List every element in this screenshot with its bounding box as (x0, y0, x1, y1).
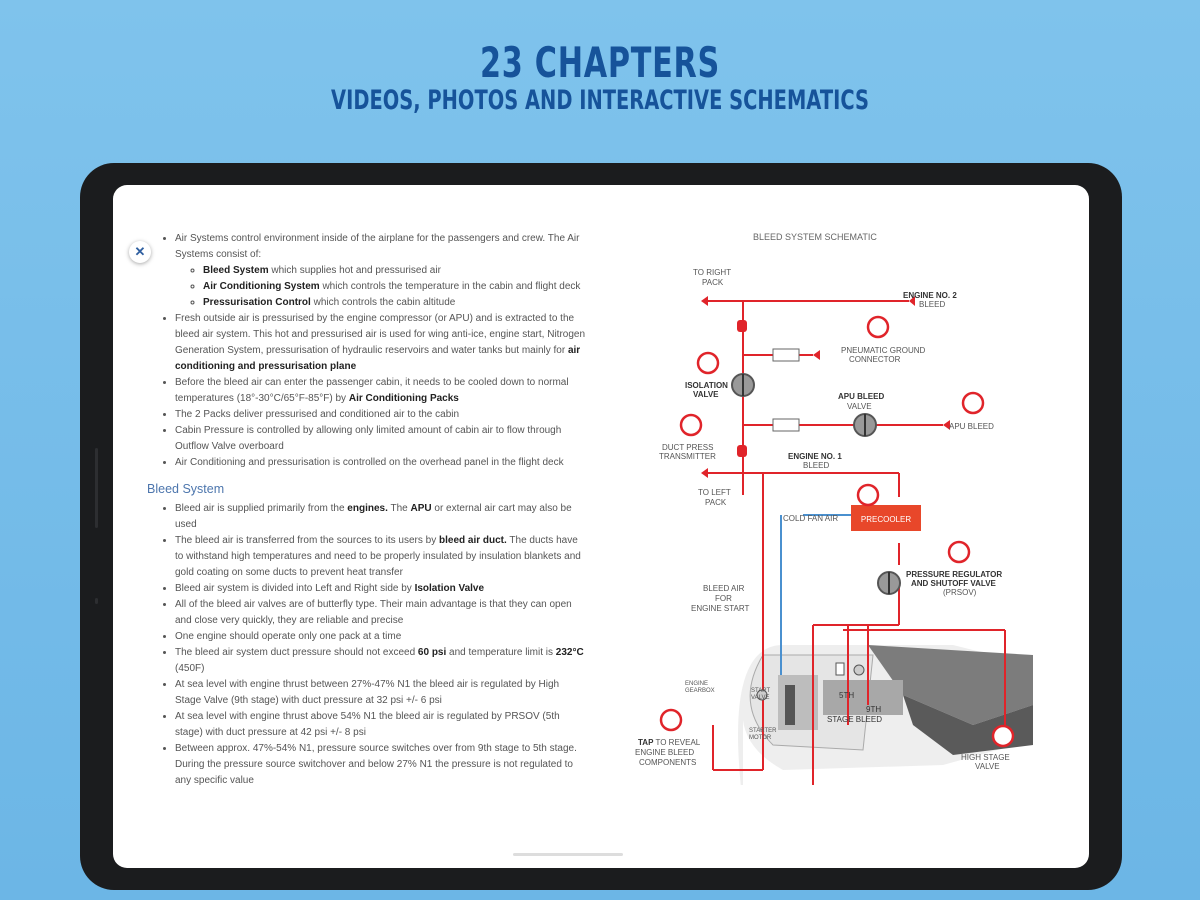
tablet-side-button (95, 448, 98, 528)
note-text: The (387, 503, 411, 514)
svg-text:BLEED: BLEED (803, 461, 830, 470)
note-text: One engine should operate only one pack at a time (175, 631, 402, 642)
tablet-screen (113, 185, 1089, 868)
svg-text:TAP TO REVEAL: TAP TO REVEAL (638, 738, 701, 747)
note-item (175, 501, 588, 533)
svg-text:APU BLEED: APU BLEED (838, 392, 885, 401)
svg-text:COMPONENTS: COMPONENTS (639, 758, 697, 767)
svg-text:ENGINE START: ENGINE START (691, 604, 750, 613)
note-item (175, 423, 588, 455)
hotspot-isolation[interactable] (698, 353, 718, 373)
note-text: The bleed air is transferred from the sources to its users by (175, 535, 439, 546)
svg-text:TRANSMITTER: TRANSMITTER (659, 452, 716, 461)
scroll-indicator (513, 853, 623, 856)
note-text: Bleed air system is divided into Left and Right side by (175, 583, 415, 594)
note-item (175, 677, 588, 709)
note-item (175, 709, 588, 741)
svg-text:CONNECTOR: CONNECTOR (849, 355, 901, 364)
note-item (175, 533, 588, 581)
note-text: 60 psi (417, 647, 447, 658)
note-text: At sea level with engine thrust between 27%-47% N1 the bleed air is regulated by High Stage Valve (9th stage) with duct pressure at 32 psi +/- 6 psi (175, 679, 560, 706)
svg-text:5TH: 5TH (839, 691, 855, 700)
svg-text:VALVE: VALVE (751, 695, 770, 701)
close-button[interactable] (129, 241, 151, 263)
hotspot-high-stage[interactable] (993, 726, 1013, 746)
note-item (175, 375, 588, 407)
svg-text:VALVE: VALVE (847, 402, 872, 411)
note-text: The 2 Packs deliver pressurised and conditioned air to the cabin (175, 409, 460, 420)
svg-text:START: START (751, 688, 771, 694)
svg-text:HIGH STAGE: HIGH STAGE (961, 753, 1010, 762)
note-text: Pressurisation Control (203, 297, 311, 308)
note-text: Isolation Valve (414, 583, 485, 594)
note-item (175, 645, 588, 677)
svg-text:PNEUMATIC GROUND: PNEUMATIC GROUND (841, 346, 926, 355)
tablet-frame (80, 163, 1122, 890)
svg-text:ENGINE NO. 1: ENGINE NO. 1 (788, 452, 842, 461)
note-text: Fresh outside air is pressurised by the engine compressor (or APU) and is extracted to the bleed air system. This hot and pressurised air is used for wing anti-ice, engine start, Nitrogen Generation System, pressurisation of hydraulic reservoirs and water tanks but mainly for (175, 313, 586, 356)
svg-text:VALVE: VALVE (975, 762, 1000, 771)
note-text: Bleed System (203, 265, 269, 276)
note-text: Between approx. 47%-54% N1, pressure source switches over from 9th stage to 5th stage. During the pressure source switchover and below 27% N1 the pressure is not regulated to any specific value (175, 743, 577, 786)
hotspot-duct-press[interactable] (681, 415, 701, 435)
svg-text:AND SHUTOFF VALVE: AND SHUTOFF VALVE (911, 579, 996, 588)
note-text: (450F) (175, 663, 205, 674)
note-text: Cabin Pressure is controlled by allowing only limited amount of cabin air to flow through Outflow Valve overboard (175, 425, 562, 452)
svg-text:ENGINE BLEED: ENGINE BLEED (635, 748, 695, 757)
note-text: which controls the cabin altitude (310, 297, 456, 308)
note-item (203, 295, 588, 311)
precooler-label: PRECOOLER (860, 515, 912, 524)
hotspot-prsov[interactable] (949, 542, 969, 562)
bleed-schematic[interactable] (613, 225, 1073, 785)
note-item (175, 597, 588, 629)
hotspot-apu-bleed[interactable] (963, 393, 983, 413)
close-icon: ✕ (134, 244, 146, 259)
svg-text:FOR: FOR (715, 594, 732, 603)
note-text: Before the bleed air can enter the passenger cabin, it needs to be cooled down to normal temperatures (18°-30°C/65°F-85°F) by (175, 377, 569, 404)
svg-text:APU BLEED: APU BLEED (949, 422, 994, 431)
svg-text:PACK: PACK (705, 498, 727, 507)
note-text: air conditioning and pressurisation plane (175, 345, 581, 372)
svg-text:TO RIGHT: TO RIGHT (693, 268, 732, 277)
note-item (175, 581, 588, 597)
note-text: Air Systems control environment inside of the airplane for the passengers and crew. The Air Systems consist of: (175, 233, 580, 260)
note-item (175, 231, 588, 311)
hotspot-tap[interactable] (661, 710, 681, 730)
svg-text:TO LEFT: TO LEFT (698, 488, 731, 497)
svg-text:MOTOR: MOTOR (749, 735, 772, 741)
note-text: Air Conditioning Packs (348, 393, 459, 404)
note-text: bleed air duct. (439, 535, 507, 546)
note-text: The bleed air system duct pressure should not exceed (175, 647, 418, 658)
note-sublist (175, 263, 588, 311)
svg-text:STARTER: STARTER (749, 728, 777, 734)
svg-text:DUCT PRESS: DUCT PRESS (662, 443, 714, 452)
svg-text:PACK: PACK (702, 278, 724, 287)
hotspot-precooler[interactable] (858, 485, 878, 505)
bleed-list (163, 501, 588, 789)
note-item (175, 741, 588, 789)
note-text: which controls the temperature in the cabin and flight deck (319, 281, 581, 292)
note-text: APU (410, 503, 432, 514)
note-item (203, 263, 588, 279)
note-text: which supplies hot and pressurised air (268, 265, 441, 276)
svg-text:VALVE: VALVE (693, 390, 719, 399)
svg-text:(PRSOV): (PRSOV) (943, 588, 977, 597)
note-text: Air Conditioning System (203, 281, 320, 292)
hotspot-pneumatic[interactable] (868, 317, 888, 337)
svg-text:9TH: 9TH (866, 705, 882, 714)
intro-list (163, 231, 588, 471)
note-text: and temperature limit is (446, 647, 556, 658)
note-text: 232°C (555, 647, 584, 658)
note-text: All of the bleed air valves are of butterfly type. Their main advantage is that they can open and close very quickly, they are reliable and precise (175, 599, 572, 626)
promo-title: 23 CHAPTERS (480, 38, 720, 87)
svg-text:ENGINE: ENGINE (685, 681, 709, 687)
note-item (203, 279, 588, 295)
svg-text:ENGINE NO. 2: ENGINE NO. 2 (903, 291, 957, 300)
notes-panel (147, 231, 588, 789)
note-text: The ducts have to withstand high temperatures and need to be properly insulated by insulation blankets and gold coating on some ducts to prevent heat transfer (175, 535, 581, 578)
note-item (175, 407, 588, 423)
note-text: or external air cart may also be used (175, 503, 572, 530)
promo-subtitle: VIDEOS, PHOTOS AND INTERACTIVE SCHEMATICS (331, 85, 869, 116)
note-text: engines. (347, 503, 388, 514)
svg-text:STAGE BLEED: STAGE BLEED (827, 715, 882, 724)
note-item (175, 455, 588, 471)
svg-text:BLEED: BLEED (919, 300, 946, 309)
note-item (175, 629, 588, 645)
note-text: Air Conditioning and pressurisation is controlled on the overhead panel in the flight deck (175, 457, 564, 468)
svg-text:COLD FAN AIR: COLD FAN AIR (783, 514, 839, 523)
section-title-bleed: Bleed System (147, 482, 225, 496)
tablet-side-dot (95, 598, 98, 604)
note-item (175, 311, 588, 375)
note-text: Bleed air is supplied primarily from the (175, 503, 348, 514)
svg-text:ISOLATION: ISOLATION (685, 381, 728, 390)
note-text: At sea level with engine thrust above 54% N1 the bleed air is regulated by PRSOV (5th stage) with duct pressure at 42 psi +/- 8 psi (175, 711, 560, 738)
schematic-title: BLEED SYSTEM SCHEMATIC (753, 232, 877, 242)
svg-text:PRESSURE REGULATOR: PRESSURE REGULATOR (906, 570, 1003, 579)
svg-text:GEARBOX: GEARBOX (685, 688, 715, 694)
svg-text:BLEED AIR: BLEED AIR (703, 584, 745, 593)
